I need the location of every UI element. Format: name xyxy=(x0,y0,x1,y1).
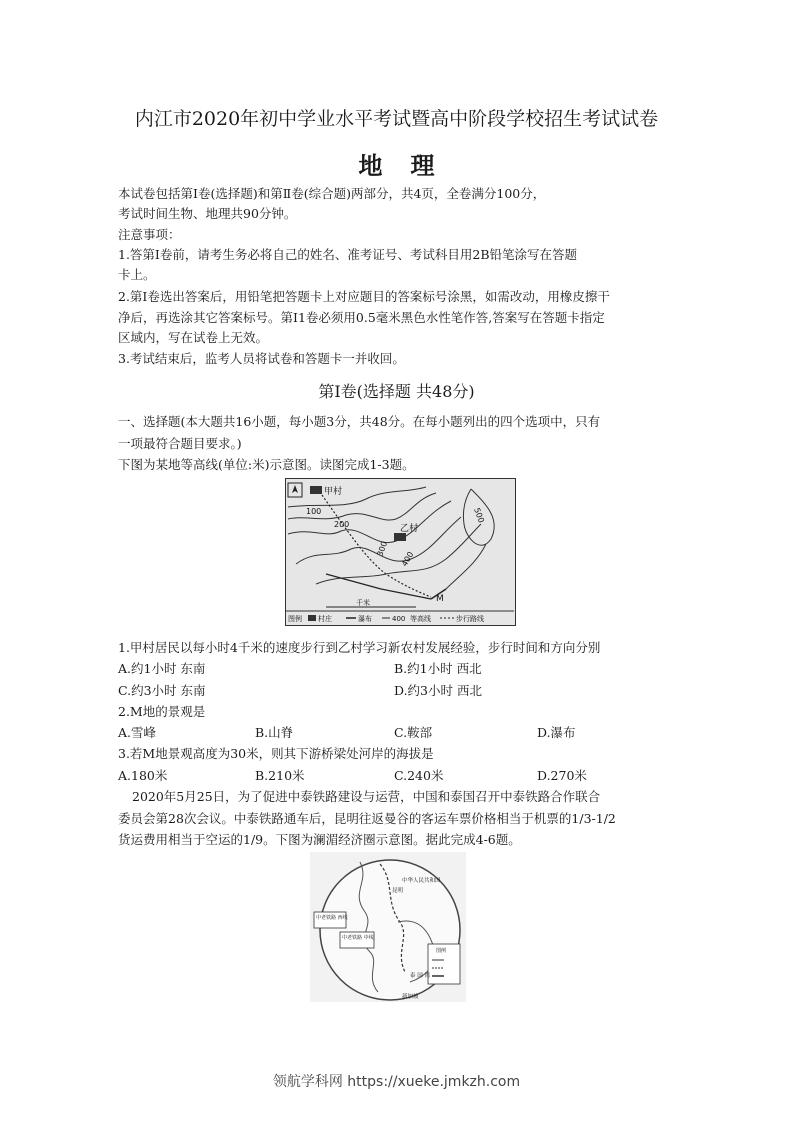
contour-map-figure xyxy=(285,478,516,626)
left-box-1: 中老铁路 西线 xyxy=(316,915,348,921)
contour-lines xyxy=(288,487,494,589)
contour-label: 400 xyxy=(399,550,416,568)
footer-watermark: 领航学科网 https://xueke.jmkzh.com xyxy=(272,1074,521,1090)
intro-line: 区域内，写在试卷上无效。 xyxy=(118,330,269,345)
legend-item: 步行路线 xyxy=(456,615,484,623)
contour-label: 100 xyxy=(306,507,322,516)
contour-map xyxy=(286,479,514,624)
q2-option-b: B.山脊 xyxy=(255,725,294,740)
walking-route xyxy=(322,495,431,597)
kunming-label: 昆明 xyxy=(392,888,404,894)
contour-label: 200 xyxy=(334,520,350,529)
village-a-icon xyxy=(310,486,322,494)
mekong-map-figure xyxy=(310,852,466,1002)
q2-option-a: A.雪峰 xyxy=(118,725,157,740)
intro-line: 考试时间生物、地理共90分钟。 xyxy=(118,206,297,221)
q3-option-d: D.270米 xyxy=(537,768,587,783)
q2-option-c: C.鞍部 xyxy=(394,725,433,740)
q1-option-d: D.约3小时 西北 xyxy=(394,683,482,698)
intro-line: 卡上。 xyxy=(118,267,156,282)
q1-option-a: A.约1小时 东南 xyxy=(118,661,206,676)
q3-option-a: A.180米 xyxy=(118,768,168,783)
intro-line: 本试卷包括第I卷(选择题)和第Ⅱ卷(综合题)两部分，共4页，全卷满分100分， xyxy=(118,186,546,201)
gulf-label: 泰 国 湾 xyxy=(410,973,430,979)
q1-option-b: B.约1小时 西北 xyxy=(394,661,482,676)
subject-title: 地理 xyxy=(358,151,463,180)
singapore-label: 新加坡 xyxy=(402,994,419,1000)
north-arrow-icon xyxy=(288,483,302,497)
section-intro-line: 一、选择题(本大题共16小题，每小题3分，共48分。在每小题列出的四个选项中，只有 xyxy=(118,414,601,429)
passage-line: 货运费用相当于空运的1/9。下图为澜湄经济圈示意图。据此完成4-6题。 xyxy=(118,832,521,847)
legend-item: 等高线 xyxy=(410,615,431,623)
intro-line: 3.考试结束后，监考人员将试卷和答题卡一并收回。 xyxy=(118,351,405,366)
q3-option-b: B.210米 xyxy=(255,768,305,783)
legend-title: 图例 xyxy=(436,948,447,954)
legend-value: 400 xyxy=(392,615,406,623)
intro-line: 2.第I卷选出答案后，用铅笔把答题卡上对应题目的答案标号涂黑，如需改动，用橡皮擦干 xyxy=(118,289,610,304)
section-intro-line: 一项最符合题目要求。) xyxy=(118,436,242,451)
intro-line: 1.答第I卷前，请考生务必将自己的姓名、准考证号、考试科目用2B铅笔涂写在答题 xyxy=(118,247,578,262)
section-intro-line: 下图为某地等高线(单位:米)示意图。读图完成1-3题。 xyxy=(118,457,415,472)
legend-item: 瀑布 xyxy=(358,615,372,623)
china-label: 中华人民共和国 xyxy=(402,878,441,884)
village-b-label: 乙村 xyxy=(400,524,419,534)
point-m-label: M xyxy=(436,594,444,604)
contour-label: 500 xyxy=(472,506,486,525)
village-a-label: 甲村 xyxy=(324,487,343,497)
village-b-icon xyxy=(394,533,406,541)
contour-label: 300 xyxy=(375,540,390,558)
passage-line: 2020年5月25日，为了促进中泰铁路建设与运营，中国和泰国召开中泰铁路合作联合 xyxy=(132,789,601,804)
q3-stem: 3.若M地景观高度为30米，则其下游桥梁处河岸的海拔是 xyxy=(118,746,434,761)
intro-line: 净后，再选涂其它答案标号。第I1卷必须用0.5毫米黑色水性笔作答,答案写在答题卡指定 xyxy=(118,310,605,325)
mekong-map xyxy=(310,852,466,1002)
exam-title: 内江市2020年初中学业水平考试暨高中阶段学校招生考试试卷 xyxy=(134,108,659,130)
passage-line: 委员会第28次会议。中泰铁路通车后，昆明往返曼谷的客运车票价格相当于机票的1/3-1/2 xyxy=(118,811,616,826)
river-line xyxy=(326,574,431,599)
q2-stem: 2.M地的景观是 xyxy=(118,704,206,719)
q3-option-c: C.240米 xyxy=(394,768,444,783)
section-title: 第I卷(选择题 共48分) xyxy=(318,382,475,401)
q1-option-c: C.约3小时 东南 xyxy=(118,683,206,698)
legend-title: 图例 xyxy=(288,615,302,623)
q1-stem: 1.甲村居民以每小时4千米的速度步行到乙村学习新农村发展经验，步行时间和方向分别 xyxy=(118,640,601,655)
scale-label: 千米 xyxy=(356,599,370,607)
intro-line: 注意事项： xyxy=(118,227,181,242)
left-box-2: 中老铁路 中线 xyxy=(342,935,374,941)
legend-item: 村庄 xyxy=(318,615,332,623)
q2-option-d: D.瀑布 xyxy=(537,725,576,740)
